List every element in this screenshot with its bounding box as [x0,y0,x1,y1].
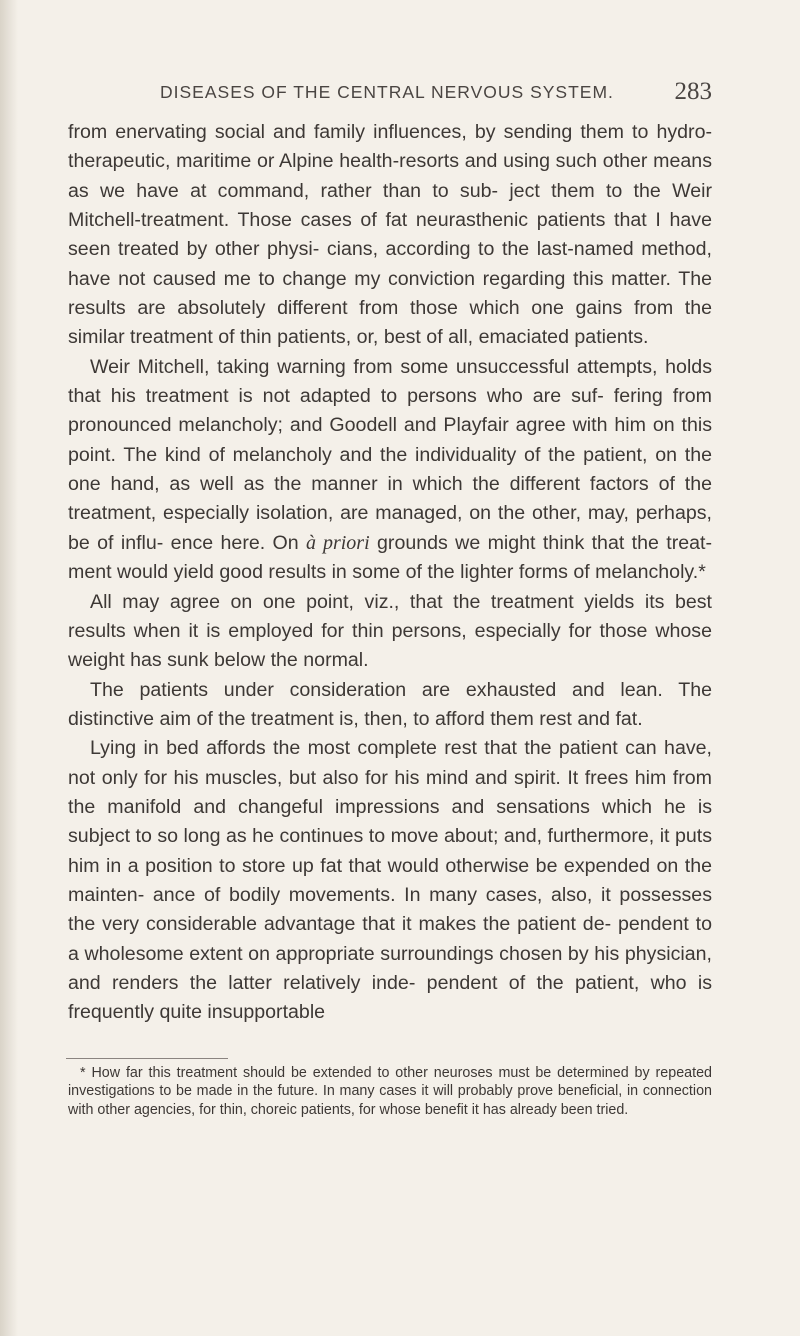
paragraph-5: Lying in bed affords the most complete rest that the patient can have, not only for his muscles, but also for his mind and spirit. It frees him from the manifold and changeful impressions and sensations which he is subject to so long as he continues to move about; and, furthermore, it puts him in a position to store up fat that would otherwise be expended on the mainten- ance of bodily movements. In many cases, also, it possesses the very considerable advantage that it makes the patient de- pendent to a wholesome extent on appropriate surroundings chosen by his physician, and renders the latter relatively inde- pendent of the patient, who is frequently quite insupportable [68,737,712,1024]
page-edge-shadow [0,0,18,1336]
page-number: 283 [674,78,712,105]
running-header [68,78,712,108]
paragraph-2-end: grounds we might think that the treat- ment would yield good results in some of the lighter forms of melancholy.* [68,531,712,584]
paragraph-2-start: Weir Mitchell, taking warning from some unsuccessful attempts, holds that his treatment is not adapted to persons who are suf- fering from pronounced melancholy; and Goodell and Playfair agree with him on this point. The kind of melancholy and the individuality of the patient, on the one hand, as well as the manner in which the different factors of the treatment, especially isolation, are managed, on the other, may, perhaps, be of influ- ence here. On [68,355,712,554]
paragraph-2 [68,353,712,588]
italic-phrase: à priori [306,531,370,554]
body-text [68,118,712,1028]
paragraph-3: All may agree on one point, viz., that the treatment yields its best results when it is employed for thin persons, especially for those whose weight has sunk below the normal. [68,590,712,672]
paragraph-1: from enervating social and family influences, by sending them to hydro-therapeutic, maritime or Alpine health-resorts and using such other means as we have at command, rather than to sub- ject them to the Weir Mitchell-treatment. Those cases of fat neurasthenic patients that I have seen treated by other physi- cians, according to the last-named method, have not caused me to change my conviction regarding this matter. The results are absolutely different from those which one gains from the similar treatment of thin patients, or, best of all, emaciated patients. [68,121,712,349]
running-title: DISEASES OF THE CENTRAL NERVOUS SYSTEM. [160,82,614,102]
footnote-rule [66,1058,228,1059]
footnote-text: * How far this treatment should be extended to other neuroses must be determined by repeated investigations to be made in the future. In many cases it will probably prove beneficial, in connection with other agencies, for thin, choreic patients, for whose benefit it has already been tried. [68,1065,712,1118]
footnote [68,1064,712,1119]
paragraph-4: The patients under consideration are exhausted and lean. The distinctive aim of the treatment is, then, to afford them rest and fat. [68,678,712,730]
